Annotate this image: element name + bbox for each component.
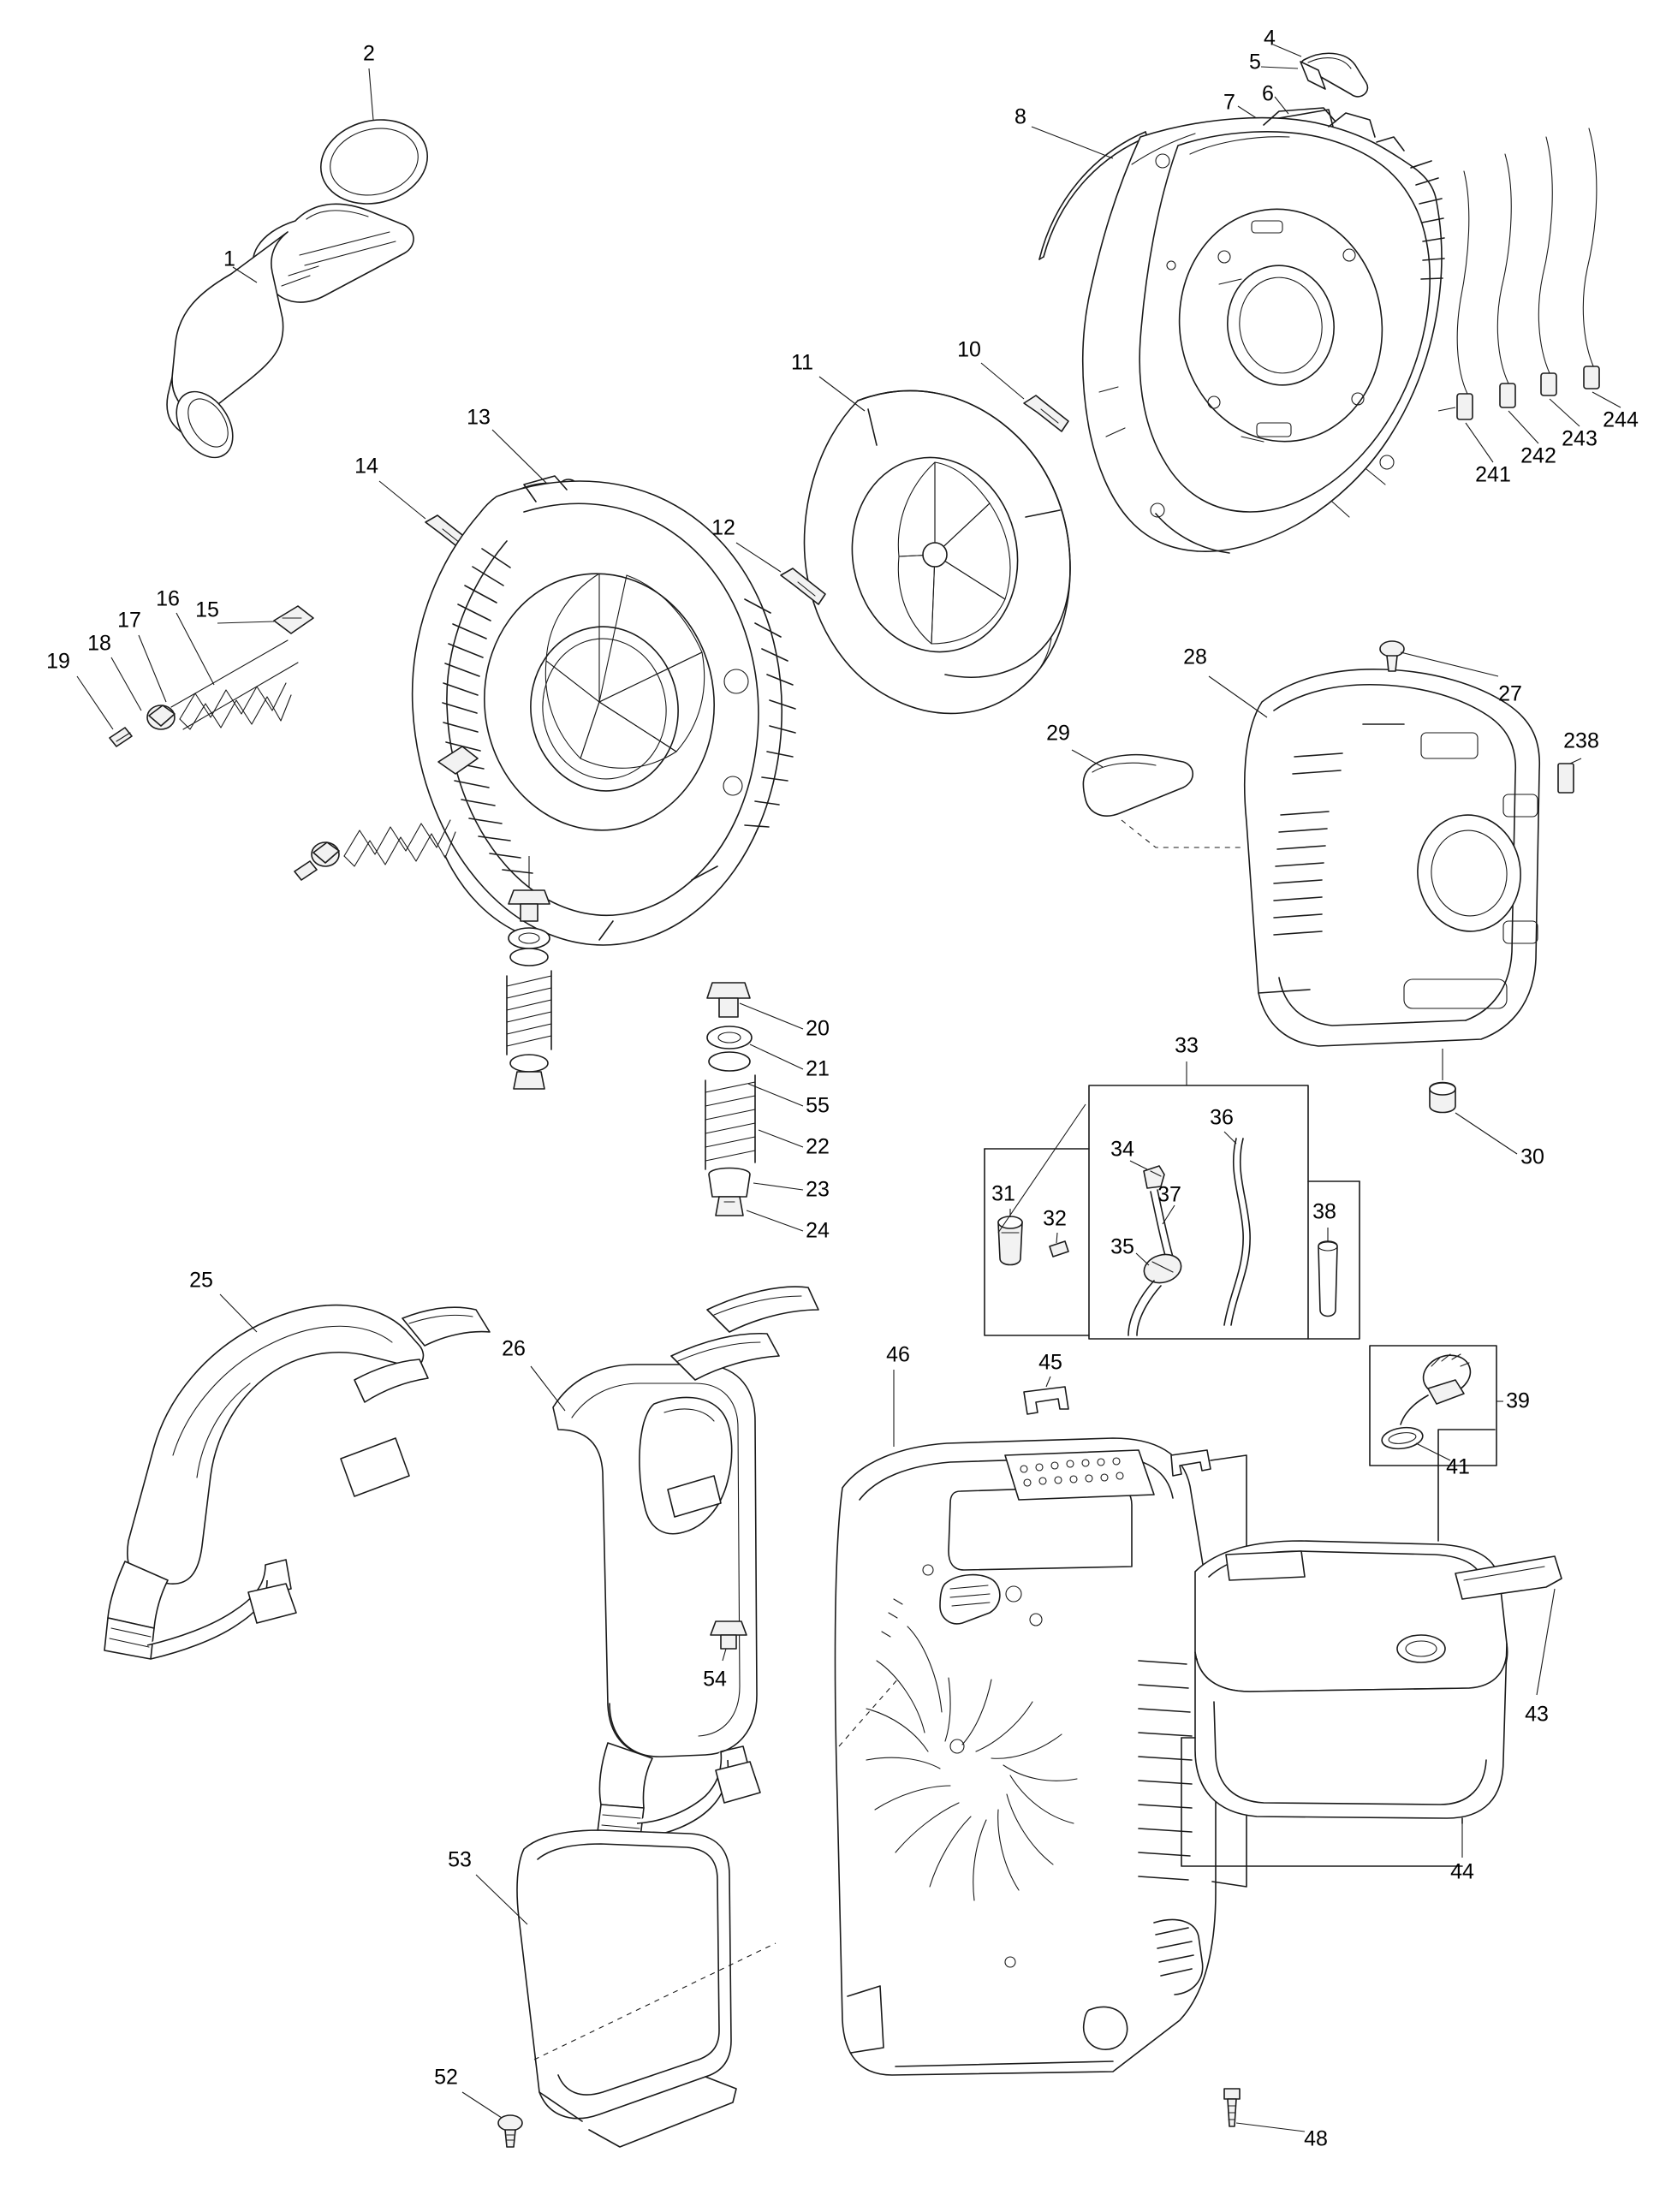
part-46-main-body	[836, 1370, 1216, 2075]
part-52-screw	[462, 2092, 522, 2147]
callout-53: 53	[448, 1847, 472, 1872]
parts-spring-stack-left	[507, 856, 551, 1089]
callout-46: 46	[886, 1342, 910, 1367]
callout-13: 13	[467, 405, 491, 430]
callout-30: 30	[1520, 1145, 1544, 1169]
callout-37: 37	[1157, 1182, 1181, 1207]
callout-55: 55	[806, 1093, 830, 1118]
callout-45: 45	[1038, 1350, 1062, 1375]
parts-241-244-fasteners	[1438, 128, 1621, 462]
callout-241: 241	[1475, 462, 1511, 487]
part-28-crankcase	[1209, 669, 1539, 1046]
callout-31: 31	[991, 1181, 1015, 1206]
callout-39: 39	[1506, 1388, 1530, 1413]
part-45-clip	[1024, 1377, 1068, 1414]
callout-27: 27	[1498, 681, 1522, 706]
parts-31-32	[985, 1104, 1089, 1335]
callout-12: 12	[711, 515, 735, 540]
callout-43: 43	[1525, 1702, 1549, 1727]
callout-4: 4	[1264, 26, 1276, 51]
callout-48: 48	[1304, 2126, 1328, 2151]
callout-17: 17	[117, 608, 141, 633]
callout-6: 6	[1262, 81, 1274, 106]
callout-21: 21	[806, 1056, 830, 1081]
part-238-block	[1558, 758, 1581, 793]
callout-5: 5	[1249, 50, 1261, 74]
part-53-cushion	[476, 1830, 776, 2147]
callout-242: 242	[1520, 443, 1556, 468]
part-left-fan-housing	[413, 476, 795, 945]
callout-22: 22	[806, 1134, 830, 1159]
callout-52: 52	[434, 2065, 458, 2090]
parts-33-fuel-line-box	[1089, 1061, 1308, 1339]
callout-38: 38	[1312, 1199, 1336, 1224]
callout-23: 23	[806, 1177, 830, 1202]
part-30-grommet	[1430, 1049, 1517, 1154]
callout-10: 10	[957, 337, 981, 362]
part-11-impeller	[805, 377, 1071, 713]
callout-44: 44	[1450, 1859, 1474, 1884]
callout-11: 11	[791, 350, 813, 375]
part-25-harness	[104, 1294, 490, 1659]
part-1-elbow-pipe	[165, 204, 414, 467]
callout-19: 19	[46, 649, 70, 674]
part-fan-housing-right	[1083, 108, 1444, 553]
callout-36: 36	[1210, 1105, 1234, 1130]
callout-25: 25	[189, 1268, 213, 1293]
callout-20: 20	[806, 1016, 830, 1041]
callout-54: 54	[703, 1667, 727, 1692]
callout-26: 26	[502, 1336, 526, 1361]
callout-41: 41	[1446, 1454, 1470, 1479]
callout-32: 32	[1043, 1206, 1067, 1231]
callout-33: 33	[1175, 1033, 1199, 1058]
callout-15: 15	[195, 598, 219, 622]
callout-29: 29	[1046, 721, 1070, 746]
part-44-fuel-tank	[1181, 1430, 1508, 1866]
callout-238: 238	[1563, 728, 1599, 753]
callout-2: 2	[363, 41, 375, 66]
part-39-fuel-cap	[1401, 1349, 1476, 1424]
callout-1: 1	[223, 247, 235, 271]
parts-39-41-cap-box	[1370, 1346, 1503, 1466]
part-26-back-pad	[531, 1287, 818, 1837]
callout-8: 8	[1014, 104, 1026, 129]
callout-243: 243	[1562, 426, 1598, 451]
callout-7: 7	[1223, 90, 1235, 115]
parts-20-24-spring-stack	[705, 983, 803, 1231]
part-29-cover	[1072, 750, 1243, 847]
callout-18: 18	[87, 631, 111, 656]
part-2-band	[312, 68, 436, 215]
part-48-screw	[1224, 2089, 1305, 2132]
callout-34: 34	[1110, 1137, 1134, 1162]
callout-24: 24	[806, 1218, 830, 1243]
callout-14: 14	[354, 454, 378, 479]
callout-35: 35	[1110, 1234, 1134, 1259]
callout-28: 28	[1183, 645, 1207, 669]
callout-244: 244	[1603, 407, 1639, 432]
part-14-screw	[379, 481, 470, 551]
callout-16: 16	[156, 586, 180, 611]
